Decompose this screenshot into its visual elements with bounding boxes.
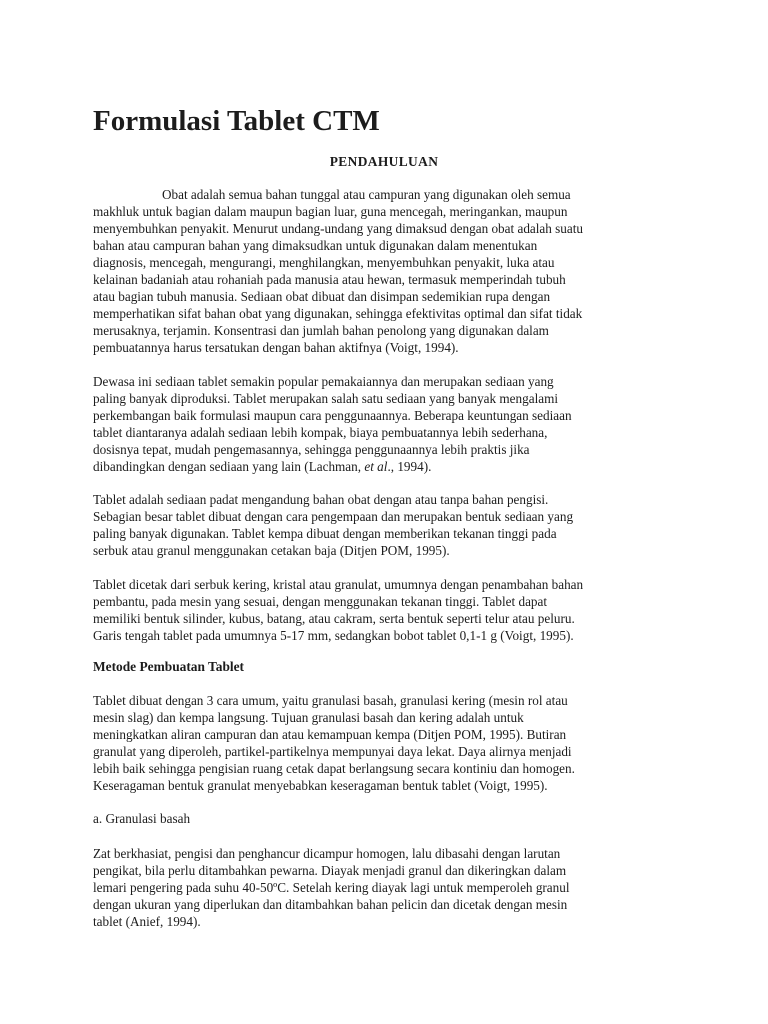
citation-text-after: ., 1994). — [387, 459, 432, 474]
text-line: paling banyak digunakan. Tablet kempa dibuat dengan memberikan tekanan tinggi pada — [93, 526, 557, 541]
text-line: Tablet dibuat dengan 3 cara umum, yaitu granulasi basah, granulasi kering (mesin rol atau — [93, 693, 568, 708]
text-line: Zat berkhasiat, pengisi dan penghancur dicampur homogen, lalu dibasahi dengan larutan — [93, 846, 561, 861]
text-line: memperhatikan sifat bahan obat yang digunakan, sehingga efektivitas optimal dan sifat tidak — [93, 306, 583, 321]
text-line: paling banyak diproduksi. Tablet merupakan salah satu sediaan yang banyak mengalami — [93, 391, 559, 406]
text-line: perkembangan baik formulasi maupun cara penggunaannya. Beberapa keuntungan sediaan — [93, 408, 572, 423]
text-line: pembuatannya harus tersatukan dengan bahan aktifnya (Voigt, 1994). — [93, 340, 459, 355]
text-line: serbuk atau granul menggunakan cetakan baja (Ditjen POM, 1995). — [93, 543, 450, 558]
text-line: Obat adalah semua bahan tunggal atau campuran yang digunakan oleh semua — [162, 187, 571, 202]
paragraph-tablet-popularity — [93, 373, 705, 475]
text-line: diagnosis, mencegah, mengurangi, menghilangkan, menyembuhkan penyakit, luka atau — [93, 255, 555, 270]
document-title: Formulasi Tablet CTM — [93, 105, 380, 137]
text-line: makhluk untuk bagian dalam maupun bagian luar, guna mencegah, meringankan, maupun — [93, 204, 568, 219]
text-line: Garis tengah tablet pada umumnya 5-17 mm, sedangkan bobot tablet 0,1-1 g (Voigt, 1995). — [93, 628, 574, 643]
paragraph-manufacturing-methods — [93, 692, 705, 794]
text-line: bahan atau campuran bahan yang dimaksudkan untuk digunakan dalam menentukan — [93, 238, 538, 253]
text-line: Tablet dicetak dari serbuk kering, kristal atau granulat, umumnya dengan penambahan bahan — [93, 577, 584, 592]
text-line: pengikat, bila perlu ditambahkan pewarna. Diayak menjadi granul dan dikeringkan dalam — [93, 863, 567, 878]
text-line: lemari pengering pada suhu 40-50ºC. Setelah kering diayak lagi untuk memperoleh granul — [93, 880, 570, 895]
text-line: merusaknya, terjamin. Konsentrasi dan jumlah bahan penolong yang digunakan dalam — [93, 323, 549, 338]
paragraph-tablet-shape — [93, 576, 705, 644]
text-line: atau bagian tubuh manusia. Sediaan obat dibuat dan disimpan sedemikian rupa dengan — [93, 289, 551, 304]
text-line: Tablet adalah sediaan padat mengandung bahan obat dengan atau tanpa bahan pengisi. — [93, 492, 549, 507]
text-line: Dewasa ini sediaan tablet semakin popular pemakaiannya dan merupakan sediaan yang — [93, 374, 554, 389]
text-line: meningkatkan aliran campuran dan atau kemampuan kempa (Ditjen POM, 1995). Butiran — [93, 727, 567, 742]
citation-text-before: dibandingkan dengan sediaan yang lain (Lachman, — [93, 459, 365, 474]
text-line: dengan ukuran yang diperlukan dan ditambahkan bahan pelicin dan dicetak dengan mesin — [93, 897, 568, 912]
text-line: pembantu, pada mesin yang sesuai, dengan menggunakan tekanan tinggi. Tablet dapat — [93, 594, 548, 609]
text-line: kelainan badaniah atau rohaniah pada manusia atau hewan, termasuk memperindah tubuh — [93, 272, 566, 287]
text-line: mesin slag) dan kempa langsung. Tujuan granulasi basah dan kering adalah untuk — [93, 710, 524, 725]
text-line: granulat yang diperoleh, partikel-partikelnya mempunyai daya lekat. Daya alirnya menjadi — [93, 744, 572, 759]
citation-et-al: et al — [364, 459, 388, 474]
text-line: menyembuhkan penyakit. Menurut undang-undang yang dimaksud dengan obat adalah suatu — [93, 221, 584, 236]
intro-paragraph — [93, 186, 705, 356]
section-heading-pendahuluan: PENDAHULUAN — [329, 154, 439, 169]
text-line: dosisnya tepat, mudah pengemasannya, sehingga penggunaannya lebih praktis jika — [93, 442, 530, 457]
text-line: memiliki bentuk silinder, kubus, batang, atau cakram, serta bentuk seperti telur atau peluru. — [93, 611, 575, 626]
paragraph-wet-granulation — [93, 845, 705, 930]
text-line: Sebagian besar tablet dibuat dengan cara pengempaan dan merupakan bentuk sediaan yang — [93, 509, 574, 524]
subheading-metode-pembuatan: Metode Pembuatan Tablet — [93, 659, 245, 674]
text-line: lebih baik sehingga pengisian ruang cetak dapat berlangsung secara kontiniu dan homogen. — [93, 761, 575, 776]
text-line: tablet diantaranya adalah sediaan lebih kompak, biaya pembuatannya lebih sederhana, — [93, 425, 548, 440]
text-line-citation — [93, 458, 705, 475]
paragraph-tablet-definition — [93, 491, 705, 559]
text-line: Keseragaman bentuk granulat menyebabkan keseragaman bentuk tablet (Voigt, 1995). — [93, 778, 548, 793]
subsection-granulasi-basah: a. Granulasi basah — [93, 811, 191, 826]
text-line: tablet (Anief, 1994). — [93, 914, 201, 929]
